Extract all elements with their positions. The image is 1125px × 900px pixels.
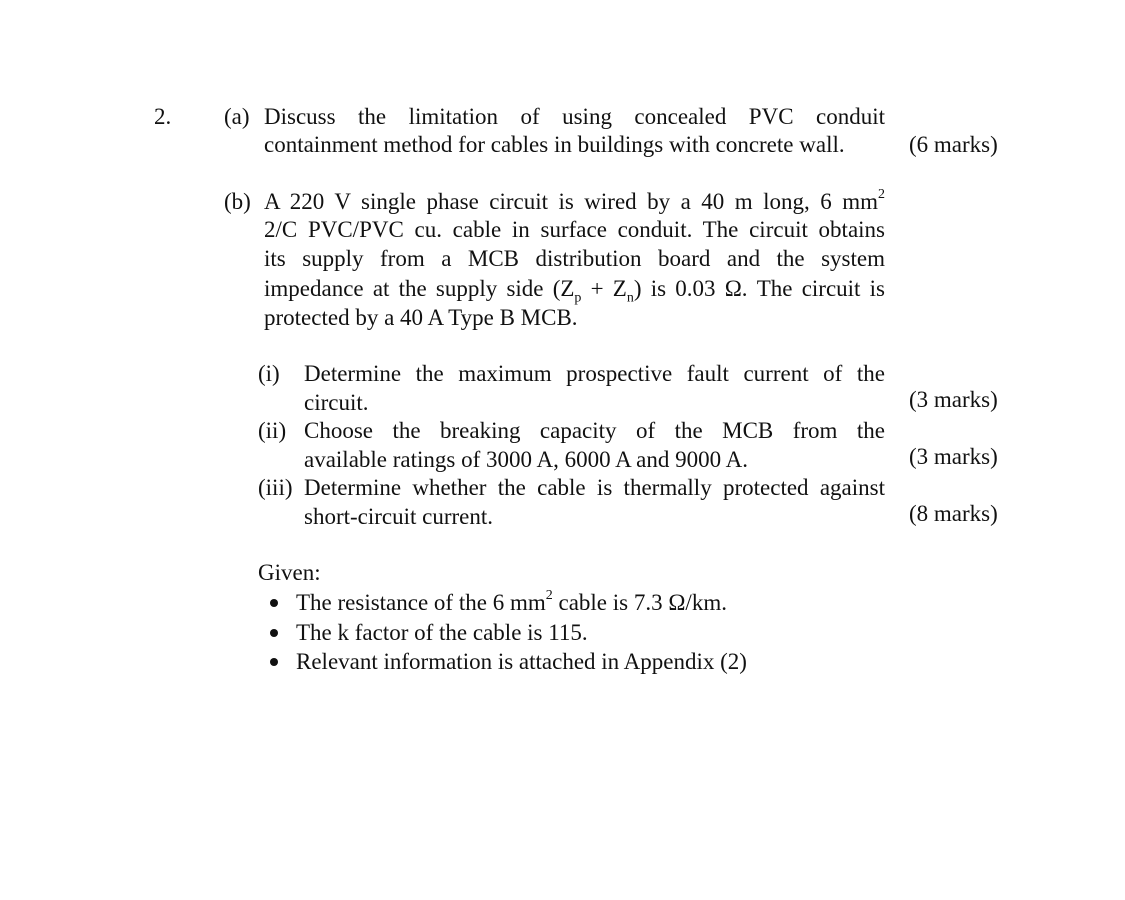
given-item-appendix: Relevant information is attached in Appendix (2) — [296, 649, 747, 674]
part-a-line-2: containment method for cables in buildings with concrete wall. — [264, 132, 845, 157]
part-a-marks: (6 marks) — [909, 132, 998, 157]
subpart-ii-marks: (3 marks) — [909, 444, 998, 469]
part-b-line-5: protected by a 40 A Type B MCB. — [264, 305, 578, 330]
subpart-i-line-2: circuit. — [304, 390, 369, 415]
part-b-line-3: its supply from a MCB distribution board and the system — [264, 246, 885, 271]
part-b-line-4-text-a: impedance at the supply side (Z — [264, 276, 575, 301]
subpart-ii-line-1: Choose the breaking capacity of the MCB from the — [304, 418, 885, 443]
part-b-line-4-subscript-n: n — [626, 290, 634, 306]
part-b-line-4-text-b: + Z — [581, 276, 627, 301]
part-b-line-2: 2/C PVC/PVC cu. cable in surface conduit. The circuit obtains — [264, 217, 885, 242]
question-number: 2. — [154, 104, 172, 129]
subpart-i-marks: (3 marks) — [909, 387, 998, 412]
bullet-icon — [270, 658, 278, 666]
part-b-line-4-text-c: ) is 0.03 Ω. The circuit is — [633, 276, 885, 301]
part-a-label: (a) — [224, 104, 250, 129]
subpart-i-label: (i) — [258, 361, 280, 386]
subpart-iii-line-1: Determine whether the cable is thermally protected against — [304, 475, 885, 500]
part-b-line-4-subscript-p: p — [574, 290, 582, 306]
given-item-resistance-superscript: 2 — [545, 588, 553, 604]
part-b-label: (b) — [224, 189, 251, 214]
part-a-line-1: Discuss the limitation of using concealed PVC conduit — [264, 104, 885, 129]
subpart-iii-marks: (8 marks) — [909, 501, 998, 526]
subpart-ii-line-2: available ratings of 3000 A, 6000 A and 9000 A. — [304, 447, 748, 472]
given-item-resistance-text-a: The resistance of the 6 mm — [296, 590, 546, 615]
subpart-iii-line-2: short-circuit current. — [304, 504, 494, 529]
bullet-icon — [270, 599, 278, 607]
given-heading: Given: — [258, 560, 321, 585]
part-b-line-1-superscript: 2 — [878, 187, 885, 203]
subpart-i-line-1: Determine the maximum prospective fault current of the — [304, 361, 885, 386]
subpart-iii-label: (iii) — [258, 475, 293, 500]
subpart-ii-label: (ii) — [258, 418, 287, 443]
part-b-line-4 — [264, 274, 885, 306]
given-item-k-factor: The k factor of the cable is 115. — [296, 620, 588, 645]
part-b-line-1-text: A 220 V single phase circuit is wired by a 40 m long, 6 mm — [264, 189, 878, 214]
given-item-resistance — [296, 588, 727, 617]
part-b-line-1 — [264, 187, 885, 216]
bullet-icon — [270, 629, 278, 637]
given-item-resistance-text-b: cable is 7.3 Ω/km. — [552, 590, 727, 615]
